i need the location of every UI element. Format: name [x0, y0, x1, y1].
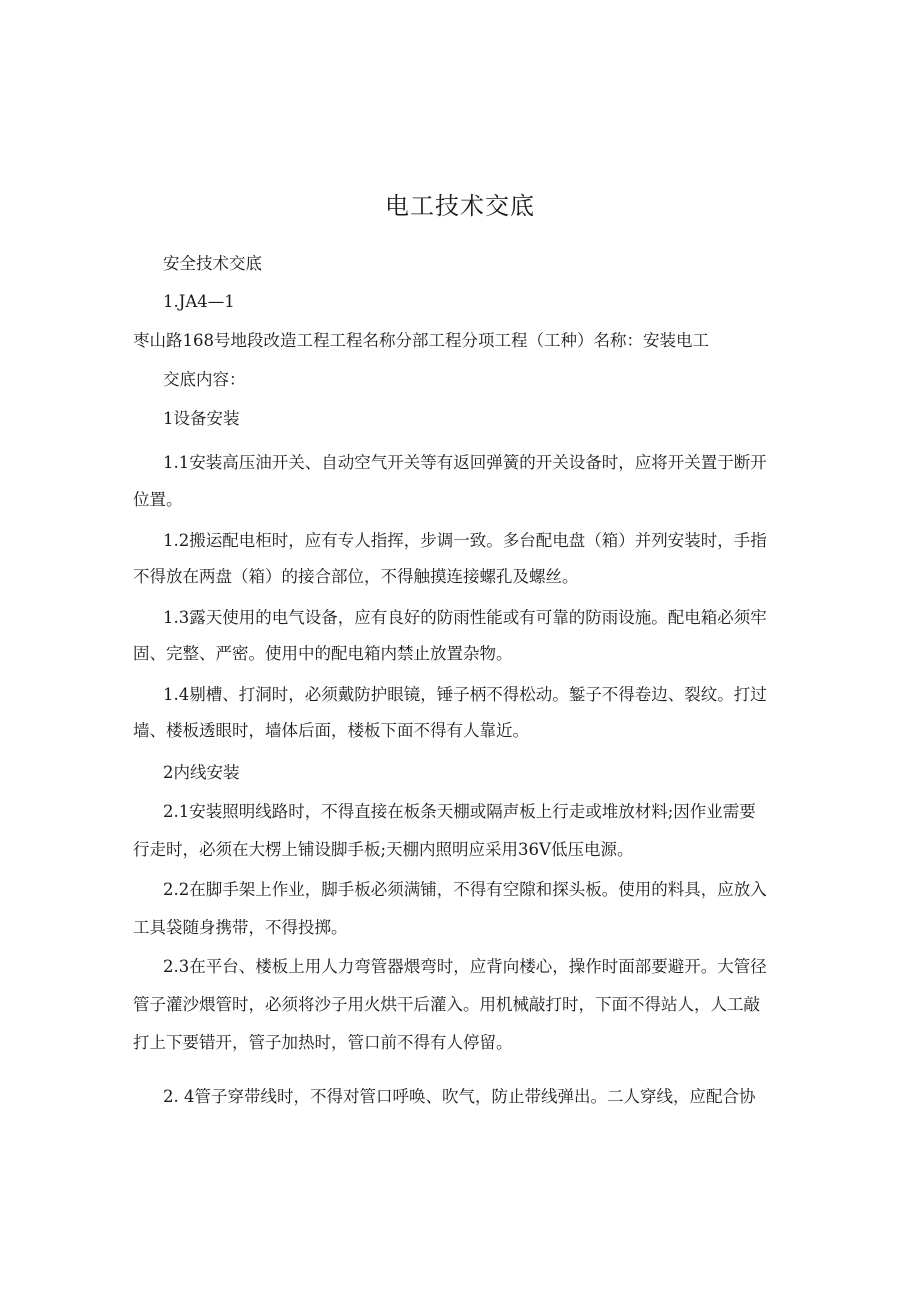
document-title: 电工技术交底	[385, 192, 535, 220]
subheading-safety-disclosure: 安全技术交底	[163, 254, 262, 273]
paragraph-line: 2.3在平台、楼板上用人力弯管器煨弯时，应背向楼心，操作时面部要避开。大管径	[163, 957, 767, 976]
paragraph-line: 工具袋随身携带，不得投掷。	[133, 918, 348, 937]
paragraph-line: 1.1安装高压油开关、自动空气开关等有返回弹簧的开关设备时，应将开关置于断开	[163, 453, 767, 472]
paragraph-line: 2.1安装照明线路时，不得直接在板条天棚或隔声板上行走或堆放材料;因作业需要	[163, 802, 756, 821]
paragraph-line: 墙、楼板透眼时，墙体后面，楼板下面不得有人靠近。	[133, 721, 529, 740]
paragraph-line: 1.2搬运配电柜时，应有专人指挥，步调一致。多台配电盘（箱）并列安装时，手指	[163, 531, 767, 550]
project-info-line: 枣山路168号地段改造工程工程名称分部工程分项工程（工种）名称：安装电工	[133, 331, 709, 350]
paragraph-line: 打上下要错开，管子加热时，管口前不得有人停留。	[133, 1033, 513, 1052]
paragraph-line: 1.3露天使用的电气设备，应有良好的防雨性能或有可靠的防雨设施。配电箱必须牢	[163, 608, 767, 627]
paragraph-line: 1.4剔槽、打洞时，必须戴防护眼镜，锤子柄不得松动。錾子不得卷边、裂纹。打过	[163, 685, 767, 704]
paragraph-line: 2. 4管子穿带线时，不得对管口呼唤、吹气，防止带线弹出。二人穿线，应配合协	[163, 1087, 756, 1106]
document-number: 1.JA4—1	[163, 292, 235, 311]
paragraph-line: 2.2在脚手架上作业，脚手板必须满铺，不得有空隙和探头板。使用的料具，应放入	[163, 880, 767, 899]
disclosure-content-label: 交底内容：	[163, 370, 246, 389]
paragraph-line: 行走时，必须在大楞上铺设脚手板;天棚内照明应采用36V低压电源。	[133, 840, 634, 859]
paragraph-line: 不得放在两盘（箱）的接合部位，不得触摸连接螺孔及螺丝。	[133, 567, 579, 586]
section-heading-internal-wiring: 2内线安装	[163, 763, 240, 782]
paragraph-line: 位置。	[133, 490, 183, 509]
paragraph-line: 固、完整、严密。使用中的配电箱内禁止放置杂物。	[133, 644, 513, 663]
paragraph-line: 管子灌沙煨管时，必须将沙子用火烘干后灌入。用机械敲打时，下面不得站人，人工敲	[133, 995, 760, 1014]
section-heading-equipment-install: 1设备安装	[163, 409, 240, 428]
